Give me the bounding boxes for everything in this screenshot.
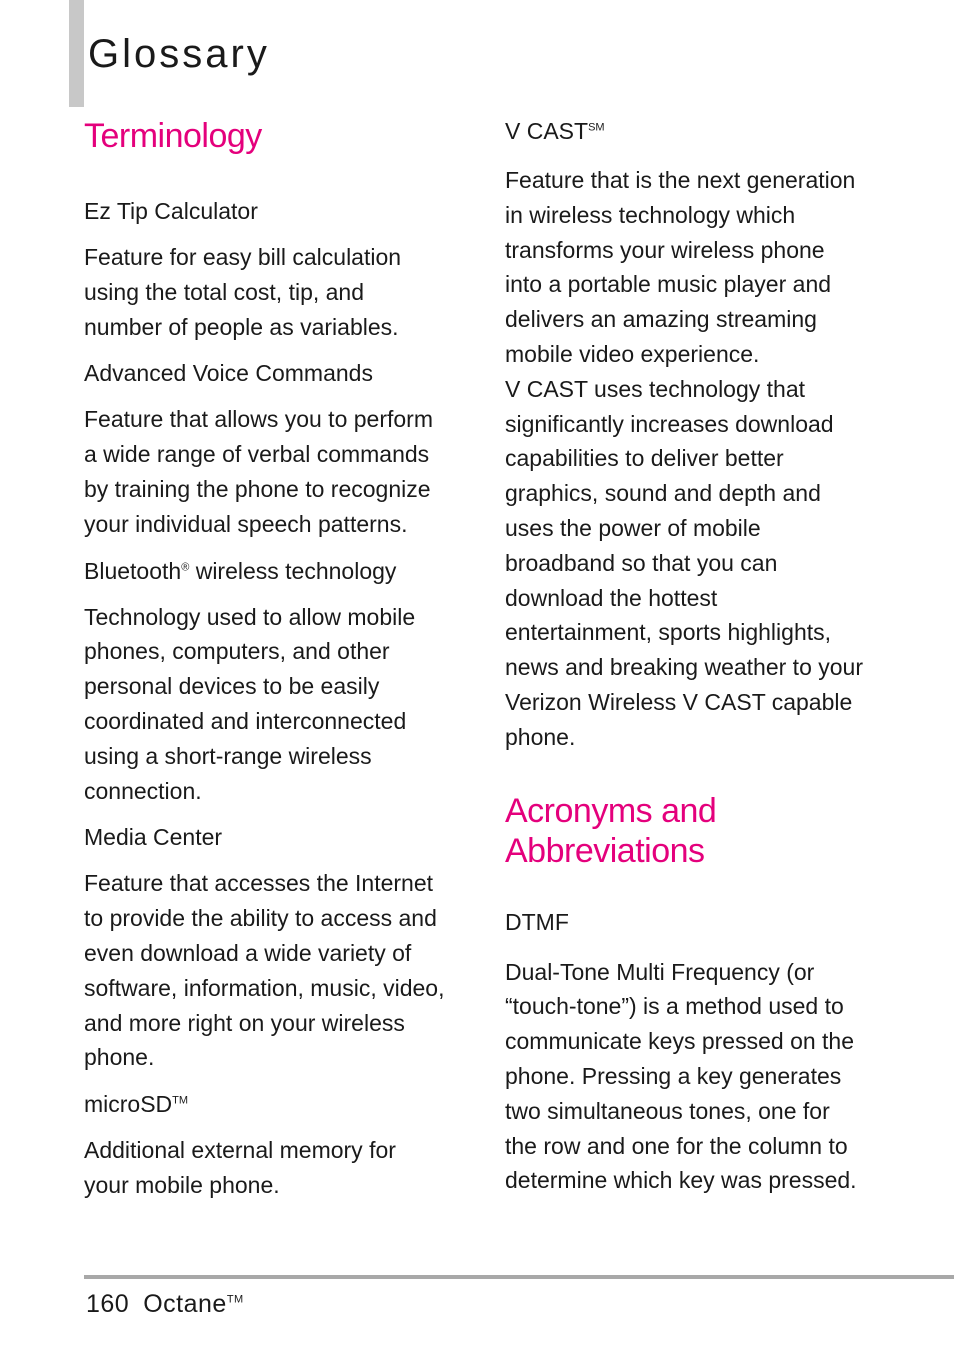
footer-rule	[84, 1275, 954, 1279]
terminology-heading: Terminology	[84, 117, 262, 155]
term-definition: Feature that accesses the Internet to provide the ability to access and even download a wide variety of software, information, music, video, and more right on your wireless phone.	[84, 870, 445, 1071]
entry-media-center	[84, 822, 456, 1075]
page-footer	[86, 1290, 244, 1319]
term-definition: Additional external memory for your mobile phone.	[84, 1137, 396, 1198]
term-definition: Feature for easy bill calculation using the total cost, tip, and number of people as variables.	[84, 244, 402, 340]
trademark-mark: TM	[226, 1293, 244, 1306]
entry-v-cast	[505, 116, 885, 755]
term-title: Bluetooth® wireless technology	[84, 557, 397, 584]
entry-ez-tip-calculator	[84, 196, 456, 344]
right-column	[505, 116, 885, 1198]
term-definition: Dual-Tone Multi Frequency (or “touch-tone”) is a method used to communicate keys pressed on the phone. Pressing a key generates two simultaneous tones, one for the row and one for the column to determine which key was pressed.	[505, 958, 857, 1194]
term-title: DTMF	[505, 908, 569, 935]
entry-bluetooth	[84, 556, 456, 809]
page-title: Glossary	[88, 32, 270, 76]
term-title: V CAST℠	[505, 118, 605, 144]
registered-mark: ®	[181, 560, 190, 573]
trademark-mark: TM	[172, 1094, 189, 1107]
term-title: Advanced Voice Commands	[84, 360, 373, 387]
term-definition: Feature that is the next generation in wireless technology which transforms your wireless phone into a portable music player and delivers an amazing streaming mobile video experience. V CAST uses technology that significantly increases download capabilities to deliver better graphics, sound and depth and uses the power of mobile broadband so that you can download the hottest entertainment, sports highlights, news and breaking weather to your Verizon Wireless V CAST capable phone.	[505, 167, 863, 750]
entry-advanced-voice-commands	[84, 358, 456, 541]
header-side-bar	[69, 0, 84, 107]
term-title: Media Center	[84, 824, 223, 851]
acronyms-heading: Acronyms and Abbreviations	[505, 791, 717, 870]
term-title: Ez Tip Calculator	[84, 198, 258, 224]
term-definition: Feature that allows you to perform a wide range of verbal commands by training the phone to recognize your individual speech patterns.	[84, 406, 433, 537]
entry-microsd	[84, 1089, 456, 1203]
term-definition: Technology used to allow mobile phones, computers, and other personal devices to be easily coordinated and interconnected using a short-range wireless connection.	[84, 603, 416, 804]
product-name: Octane	[143, 1290, 227, 1318]
entry-dtmf	[505, 907, 885, 1199]
left-column	[84, 116, 456, 1217]
term-title: microSD™	[84, 1091, 189, 1118]
page-number: 160	[86, 1290, 130, 1318]
service-mark: SM	[588, 121, 605, 134]
